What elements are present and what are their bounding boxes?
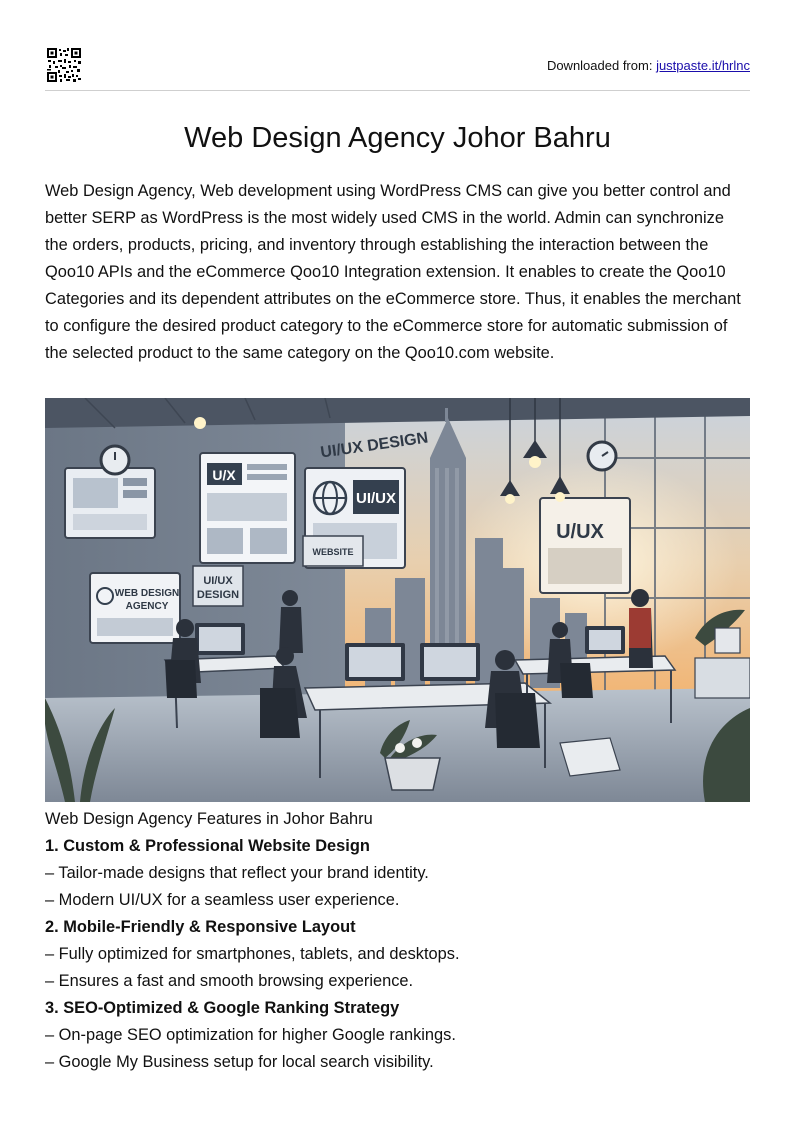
page-title: Web Design Agency Johor Bahru bbox=[184, 122, 611, 154]
qr-code-icon bbox=[47, 48, 81, 82]
features-section bbox=[45, 806, 750, 1076]
screen-uiux-design-top: UI/UX DESIGN bbox=[319, 429, 430, 462]
download-source-label: Downloaded from: bbox=[546, 58, 653, 73]
download-source bbox=[547, 58, 750, 73]
feature-heading-3: 3. SEO-Optimized & Google Ranking Strategy bbox=[45, 999, 400, 1017]
page-header bbox=[45, 46, 750, 90]
feature-heading-2: 2. Mobile-Friendly & Responsive Layout bbox=[45, 918, 356, 936]
feature-item-2b: – Ensures a fast and smooth browsing experience. bbox=[45, 972, 414, 990]
screen-uiux-design-left-1: UI/UX bbox=[203, 575, 233, 587]
header-divider bbox=[45, 90, 750, 91]
features-heading: Web Design Agency Features in Johor Bahru bbox=[45, 810, 373, 828]
screen-ux-label: U/X bbox=[212, 467, 236, 483]
download-source-link[interactable]: justpaste.it/hrlnc bbox=[656, 58, 750, 73]
feature-heading-1: 1. Custom & Professional Website Design bbox=[45, 837, 370, 855]
hero-image bbox=[45, 398, 750, 802]
screen-web-design-agency-2: AGENCY bbox=[125, 601, 169, 612]
screen-web-design-agency-1: WEB DESIGN bbox=[114, 588, 180, 599]
feature-item-3b: – Google My Business setup for local search visibility. bbox=[45, 1053, 434, 1071]
office-illustration bbox=[45, 398, 750, 802]
feature-item-2a: – Fully optimized for smartphones, tablets, and desktops. bbox=[45, 945, 460, 963]
screen-uiux-right: U/UX bbox=[556, 521, 604, 543]
screen-website-label: WEBSITE bbox=[312, 547, 354, 557]
screen-uiux-design-left-2: DESIGN bbox=[196, 589, 240, 601]
intro-paragraph: Web Design Agency, Web development using WordPress CMS can give you better control and better SERP as WordPress is the most widely used CMS in the world. Admin can synchronize the orders, products, pricing, and inventory through establishing the interaction between the Qoo10 APIs and the eCommerce Qoo10 Integration extension. It enables to create the Qoo10 Categories and its dependent attributes on the eCommerce store. Thus, it enables the merchant to configure the desired product category to the eCommerce store for automatic submission of the selected product to the same category on the Qoo10.com website. bbox=[45, 182, 741, 362]
screen-uiux-label: UI/UX bbox=[355, 490, 397, 507]
feature-item-1a: – Tailor-made designs that reflect your brand identity. bbox=[45, 864, 429, 882]
feature-item-3a: – On-page SEO optimization for higher Google rankings. bbox=[45, 1026, 456, 1044]
feature-item-1b: – Modern UI/UX for a seamless user experience. bbox=[45, 891, 400, 909]
